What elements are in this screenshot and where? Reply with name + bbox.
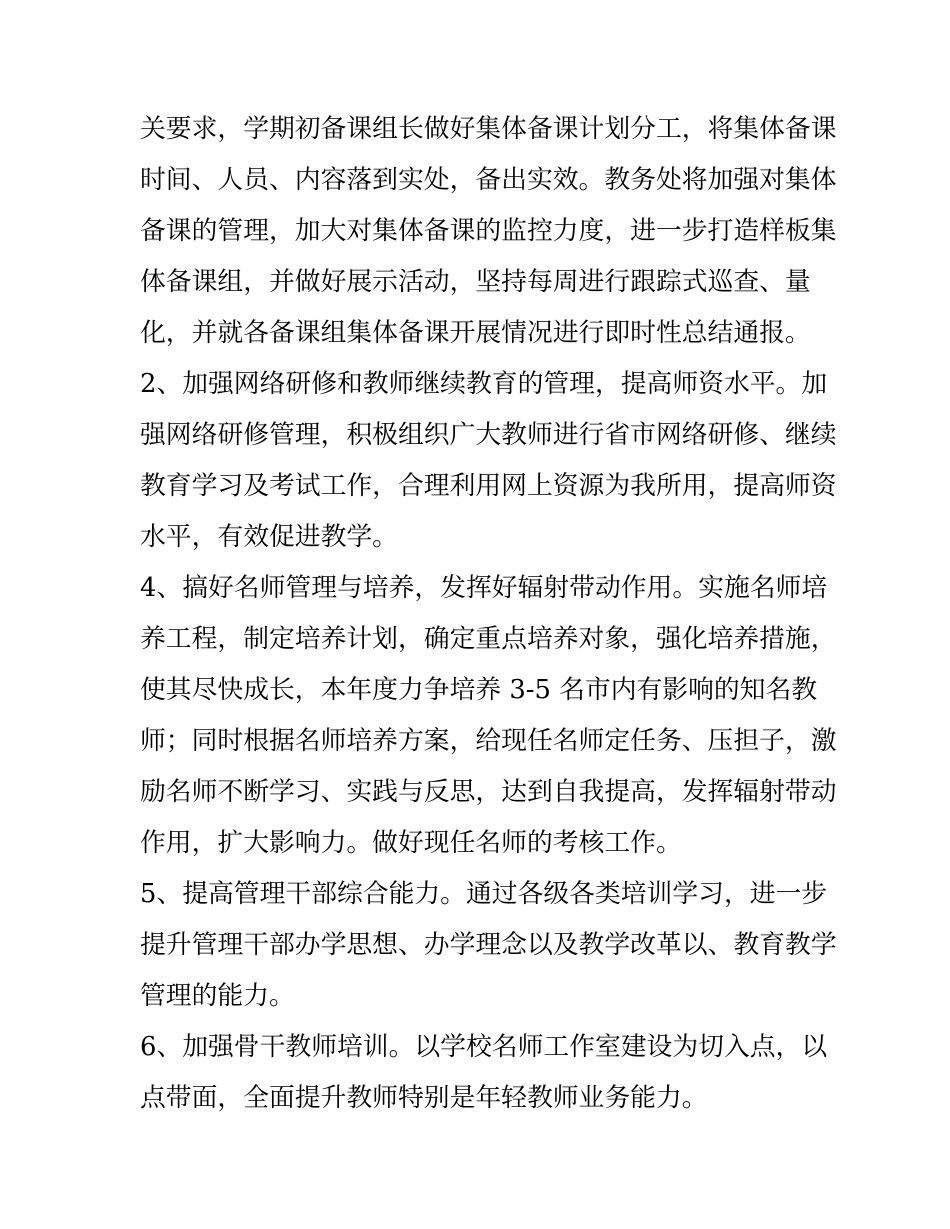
text-line: 2、加强网络研修和教师继续教育的管理，提高师资水平。加 [140,369,828,399]
text-line: 化，并就各备课组集体备课开展情况进行即时性总结通报。 [140,318,811,348]
text-line: 强网络研修管理，积极组织广大教师进行省市网络研修、继续 [140,420,837,450]
text-line: 点带面，全面提升教师特别是年轻教师业务能力。 [140,1083,708,1113]
text-line: 励名师不断学习、实践与反思，达到自我提高，发挥辐射带动 [140,777,837,807]
text-line: 管理的能力。 [140,981,295,1011]
paragraph-item-4-famous-teachers [140,563,837,869]
text-line: 5、提高管理干部综合能力。通过各级各类培训学习，进一步 [140,879,828,909]
paragraph-collective-lesson-prep [140,104,837,359]
text-line: 关要求，学期初备课组长做好集体备课计划分工，将集体备课 [140,114,837,144]
paragraph-item-2-network-training [140,359,837,563]
text-line: 师；同时根据名师培养方案，给现任名师定任务、压担子，激 [140,726,837,756]
text-line: 备课的管理，加大对集体备课的监控力度，进一步打造样板集 [140,216,837,246]
text-line: 体备课组，并做好展示活动，坚持每周进行跟踪式巡查、量 [140,267,811,297]
text-line: 养工程，制定培养计划，确定重点培养对象，强化培养措施， [140,624,837,654]
document-body [140,104,837,1124]
text-line: 时间、人员、内容落到实处，备出实效。教务处将加强对集体 [140,165,837,195]
text-line: 水平，有效促进教学。 [140,522,398,552]
text-line: 教育学习及考试工作，合理利用网上资源为我所用，提高师资 [140,471,837,501]
paragraph-item-6-backbone-teachers [140,1022,828,1124]
text-line: 作用，扩大影响力。做好现任名师的考核工作。 [140,828,682,858]
text-line: 4、搞好名师管理与培养，发挥好辐射带动作用。实施名师培 [140,573,828,603]
text-line: 使其尽快成长，本年度力争培养 3-5 名市内有影响的知名教 [140,675,818,705]
text-line: 6、加强骨干教师培训。以学校名师工作室建设为切入点，以 [140,1032,828,1062]
paragraph-item-5-management-cadres [140,869,837,1022]
text-line: 提升管理干部办学思想、办学理念以及教学改革以、教育教学 [140,930,837,960]
